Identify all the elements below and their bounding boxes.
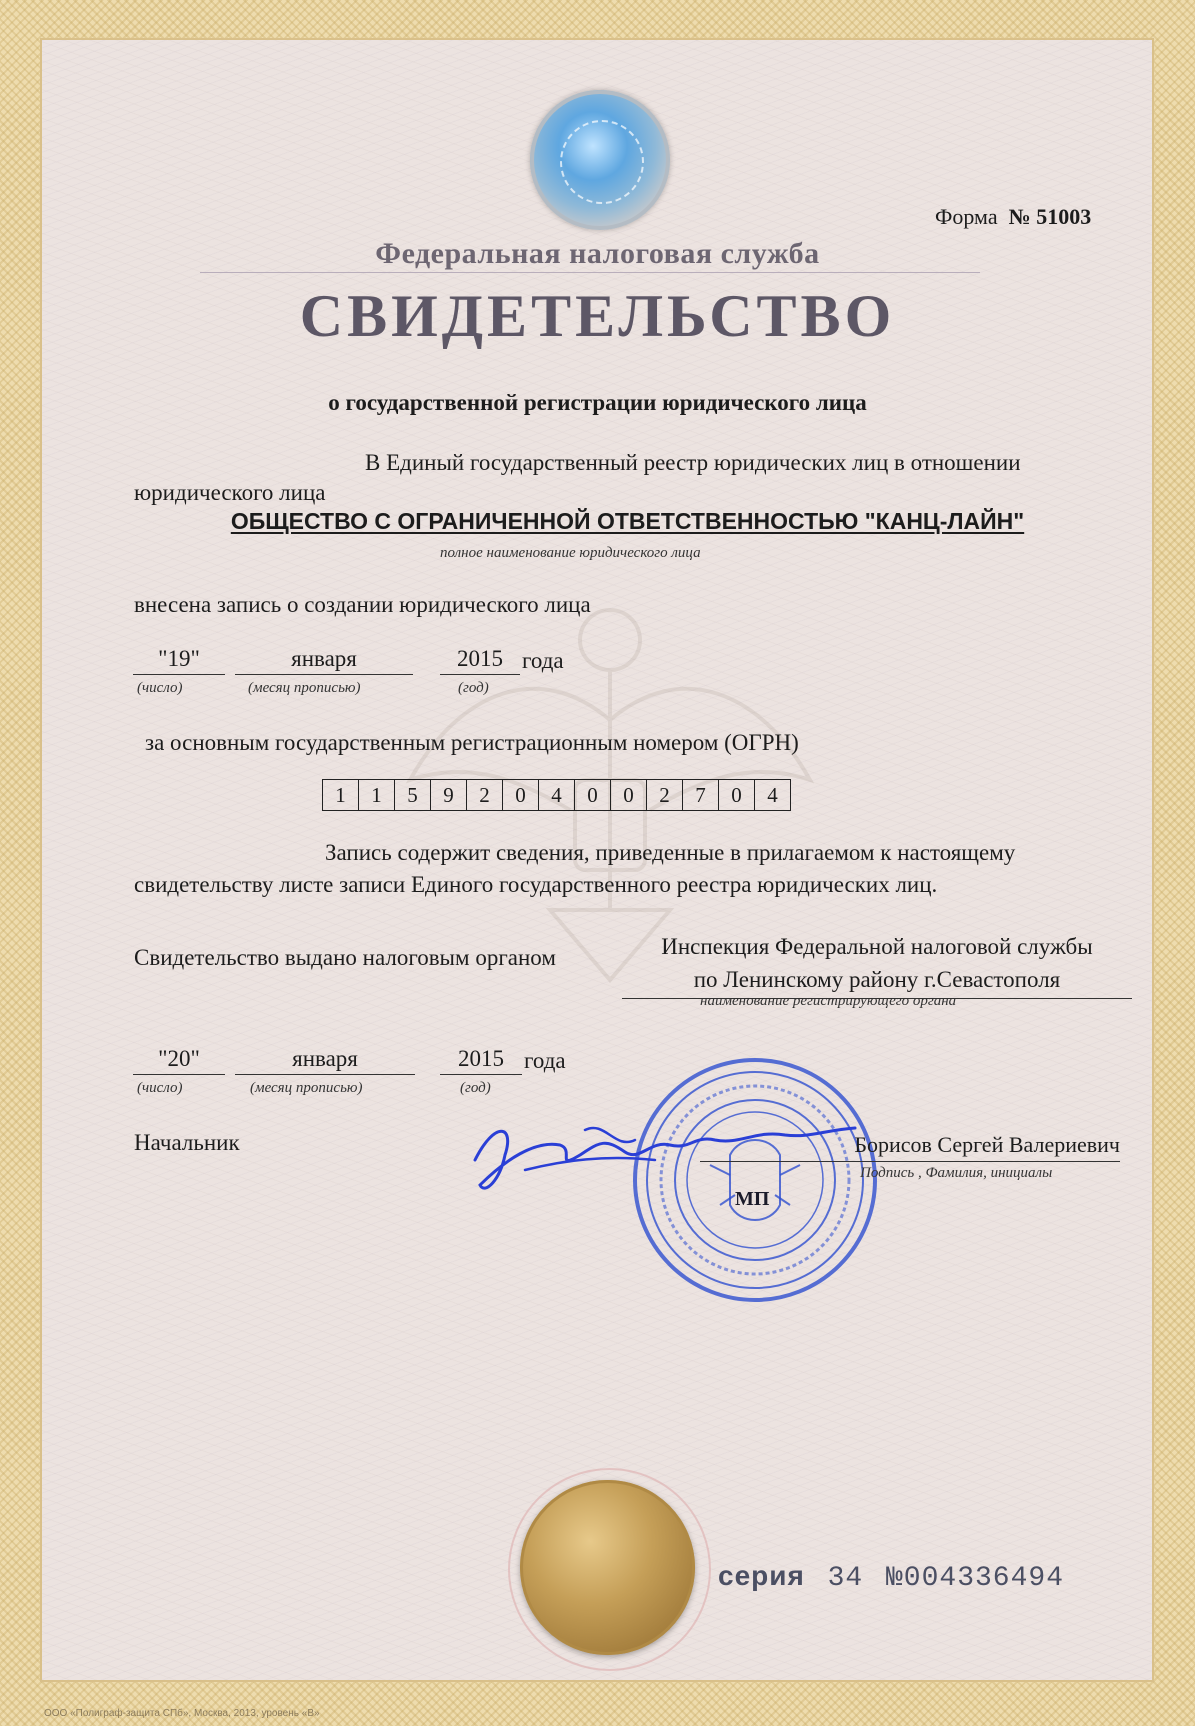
record-made-text: внесена запись о создании юридического лица	[134, 592, 591, 617]
company-name: ОБЩЕСТВО С ОГРАНИЧЕННОЙ ОТВЕТСТВЕННОСТЬЮ "КАНЦ-ЛАЙН"	[230, 508, 1025, 534]
creation-month: января	[235, 646, 413, 675]
printer-note: ООО «Полиграф-защита СПб», Москва, 2013, уровень «В»	[44, 1708, 320, 1719]
agency-name: Федеральная налоговая служба	[375, 237, 820, 270]
authority-line-2: по Ленинскому району г.Севастополя	[693, 967, 1061, 992]
form-number-value: № 51003	[1008, 204, 1092, 229]
ogrn-number	[322, 779, 791, 811]
serial-number: №004336494	[885, 1563, 1065, 1594]
issue-day-caption: (число)	[137, 1080, 183, 1096]
authority-caption: наименование регистрирующего органа	[700, 993, 957, 1009]
form-number	[935, 204, 1091, 230]
stamp-mark: МП	[735, 1188, 770, 1210]
issue-year: 2015	[440, 1046, 522, 1075]
creation-year-caption: (год)	[458, 680, 489, 696]
hologram-emblem-icon	[530, 90, 670, 230]
creation-month-caption: (месяц прописью)	[248, 680, 361, 696]
gold-seal-icon	[520, 1480, 695, 1655]
intro-line-2: юридического лица	[134, 480, 326, 505]
ogrn-text: за основным государственным регистрационным номером (ОГРН)	[145, 730, 799, 755]
record-line-1: Запись содержит сведения, приведенные в прилагаемом к настоящему	[325, 840, 1016, 865]
ogrn-digit: 5	[395, 780, 431, 810]
ogrn-digit: 2	[647, 780, 683, 810]
ogrn-digit: 0	[503, 780, 539, 810]
issue-month: января	[235, 1046, 415, 1075]
certificate-subtitle: о государственной регистрации юридического лица	[328, 390, 867, 415]
ogrn-digit: 9	[431, 780, 467, 810]
issue-year-word: года	[524, 1048, 566, 1073]
intro-line-1: В Единый государственный реестр юридических лиц в отношении	[365, 450, 1021, 475]
issue-year-caption: (год)	[460, 1080, 491, 1096]
issue-day: "20"	[133, 1046, 225, 1075]
chief-label: Начальник	[134, 1130, 240, 1155]
authority-line-1: Инспекция Федеральной налоговой службы	[661, 934, 1093, 959]
creation-year-word: года	[522, 648, 564, 673]
certificate-title: СВИДЕТЕЛЬСТВО	[299, 283, 896, 349]
ogrn-digit: 4	[539, 780, 575, 810]
record-line-2: свидетельству листе записи Единого государственного реестра юридических лиц.	[134, 872, 938, 897]
ogrn-digit: 1	[323, 780, 359, 810]
registering-authority	[622, 930, 1132, 999]
company-name-caption: полное наименование юридического лица	[440, 545, 701, 561]
creation-day: "19"	[133, 646, 225, 675]
series-number	[718, 1560, 1064, 1594]
ogrn-digit: 2	[467, 780, 503, 810]
header-divider	[200, 272, 980, 273]
issue-month-caption: (месяц прописью)	[250, 1080, 363, 1096]
ogrn-digit: 0	[611, 780, 647, 810]
chief-name: Борисов Сергей Валериевич	[700, 1132, 1120, 1162]
ogrn-digit: 7	[683, 780, 719, 810]
chief-caption: Подпись , Фамилия, инициалы	[860, 1165, 1053, 1181]
series-label: серия	[718, 1560, 805, 1591]
issued-by-text: Свидетельство выдано налоговым органом	[134, 945, 556, 970]
ogrn-digit: 0	[719, 780, 755, 810]
creation-year: 2015	[440, 646, 520, 675]
series-value: 34	[827, 1563, 864, 1594]
ogrn-digit: 1	[359, 780, 395, 810]
ogrn-digit: 0	[575, 780, 611, 810]
creation-day-caption: (число)	[137, 680, 183, 696]
ogrn-digit: 4	[767, 783, 778, 807]
form-label: Форма	[935, 204, 998, 229]
